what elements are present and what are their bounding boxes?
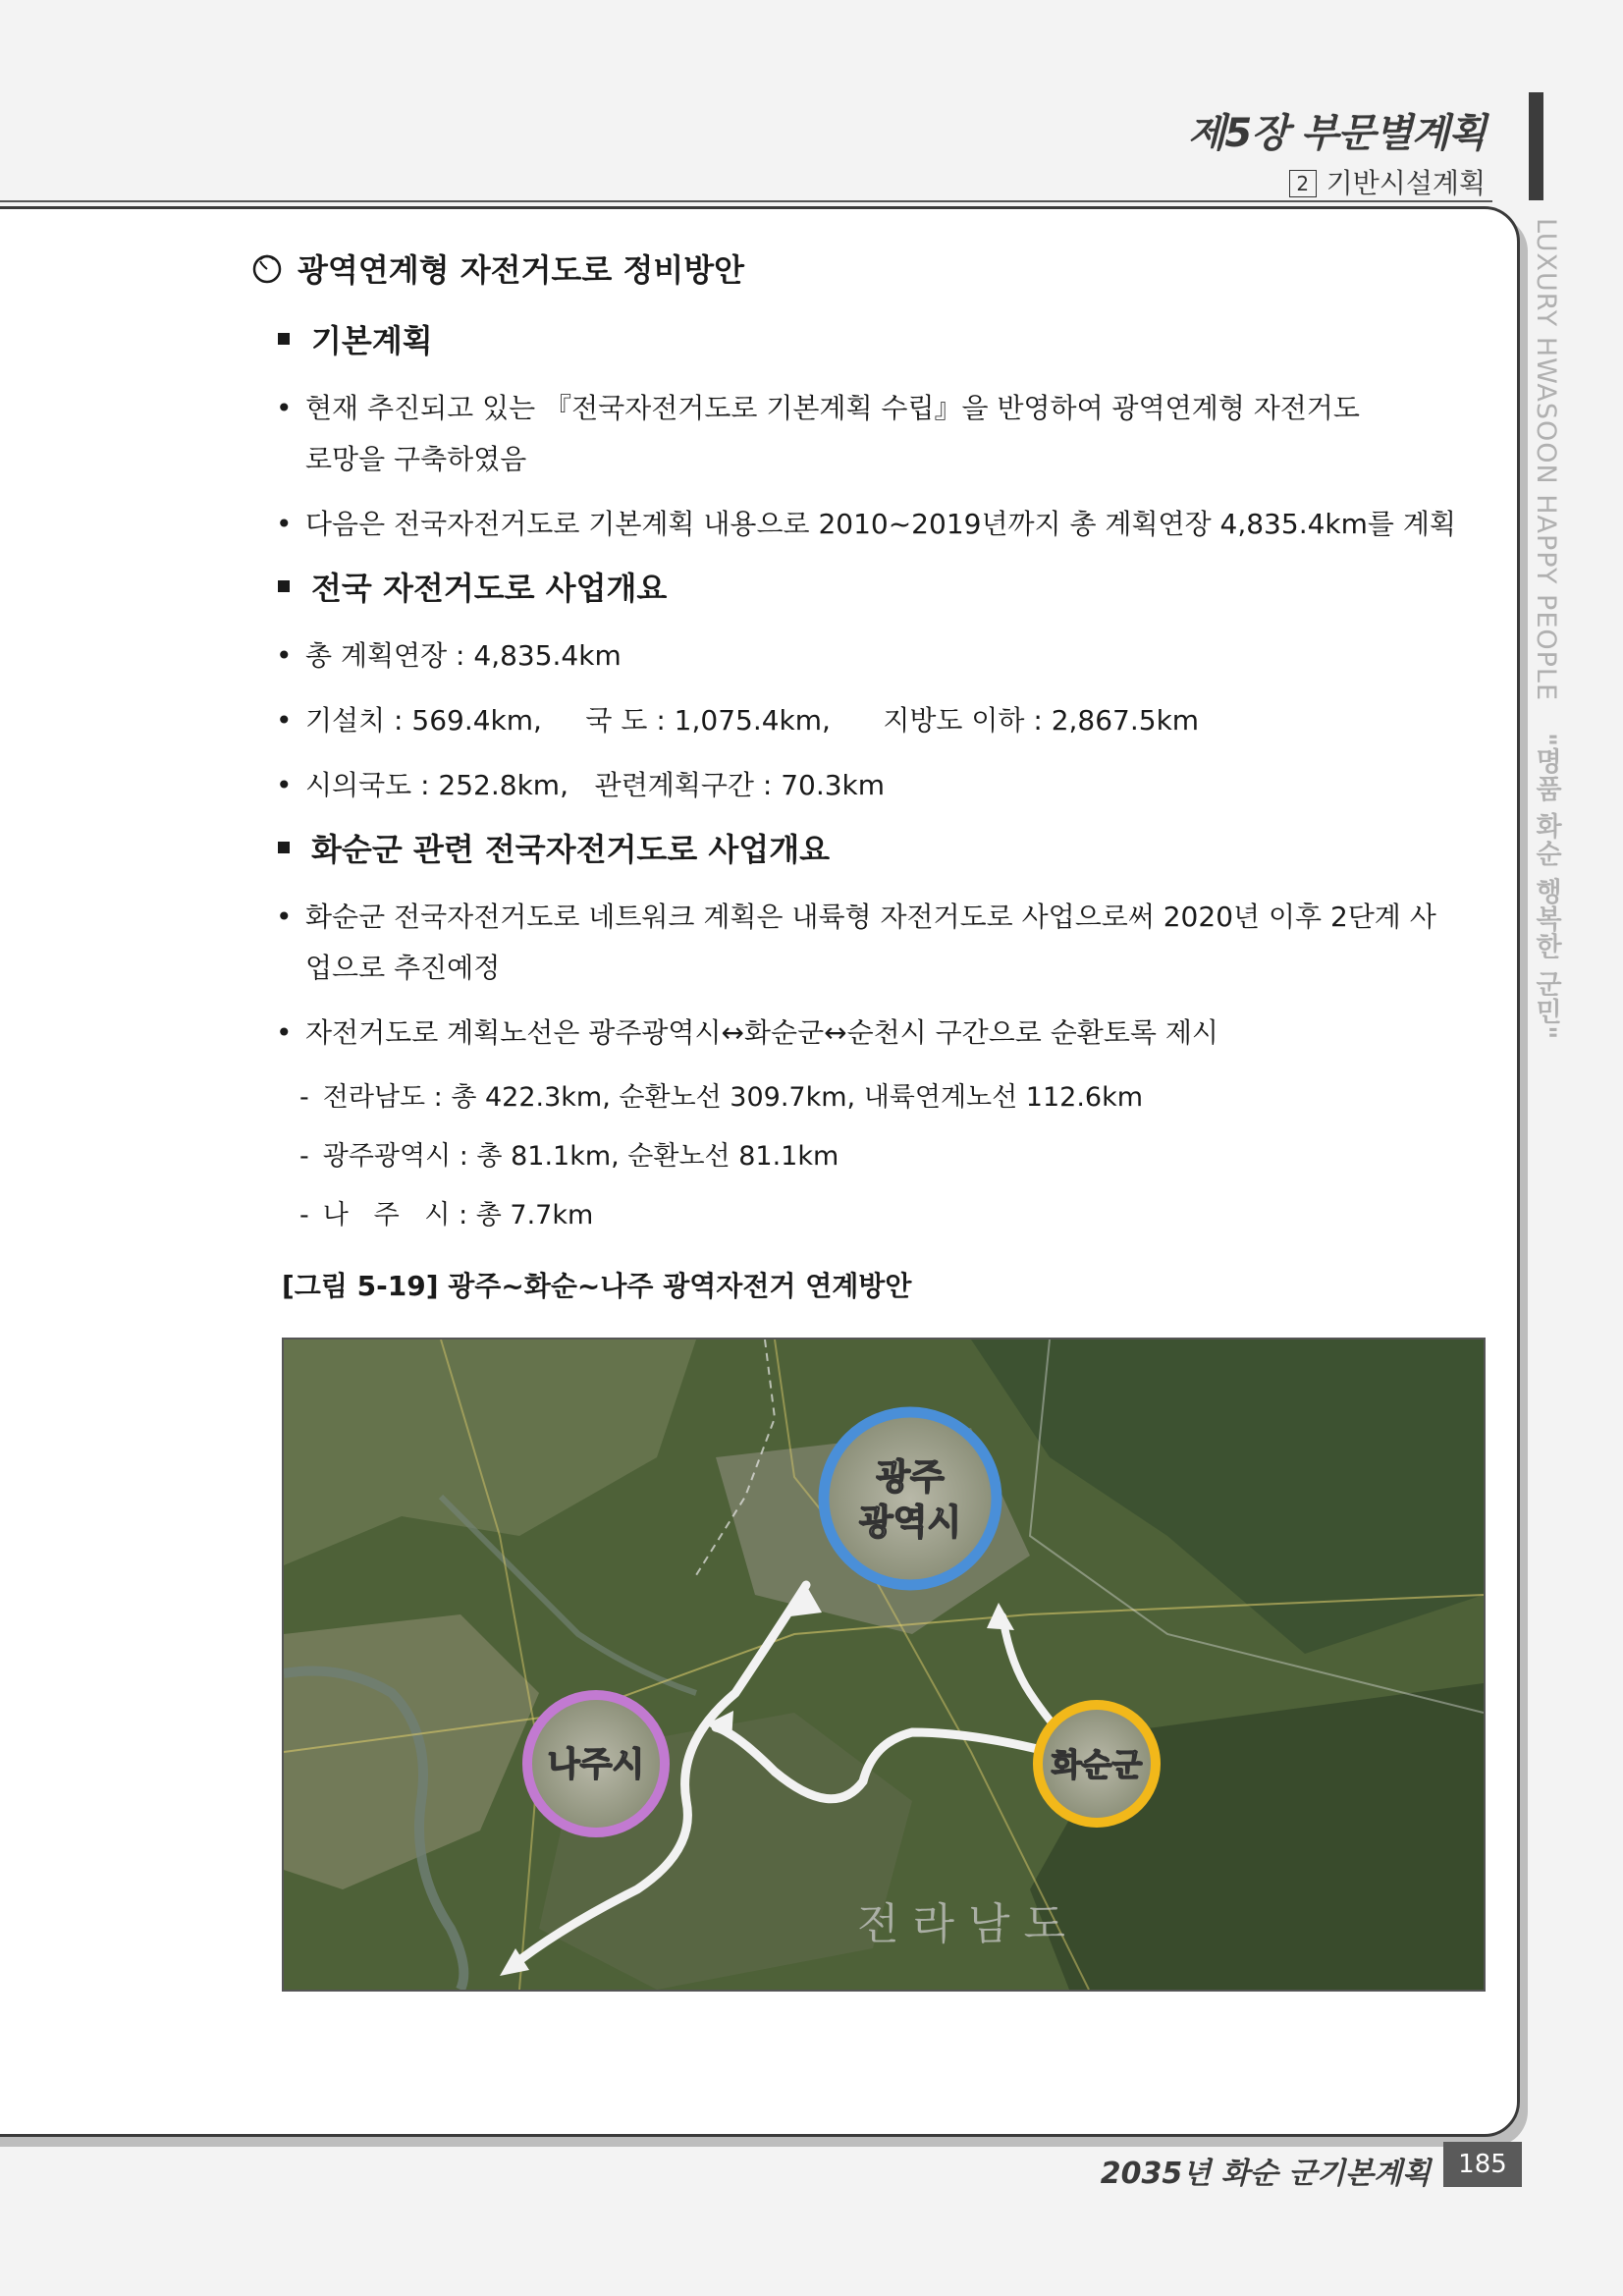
section-heading: 전국 자전거도로 사업개요: [278, 564, 1458, 609]
section-heading: 기본계획: [278, 316, 1458, 361]
figure-caption: [그림 5-19] 광주~화순~나주 광역자전거 연계방안: [282, 1270, 912, 1302]
side-slogan-en: LUXURY HWASOON HAPPY PEOPLE: [1531, 218, 1561, 702]
section-number: 2: [1289, 170, 1317, 197]
list-item: • 총 계획연장 : 4,835.4km: [250, 630, 1458, 682]
header-accent-bar: [1529, 92, 1543, 200]
section-name: 기반시설계획: [1325, 167, 1486, 199]
leaf-icon: [250, 251, 284, 285]
main-content: [250, 246, 1458, 1322]
section-heading: 화순군 관련 전국자전거도로 사업개요: [278, 825, 1458, 870]
list-item: • 다음은 전국자전거도로 기본계획 내용으로 2010~2019년까지 총 계획연장 4,835.4km를 계획: [250, 499, 1458, 550]
list-item: • 자전거도로 계획노선은 광주광역시↔화순군↔순천시 구간으로 순환토록 제시: [250, 1008, 1458, 1059]
sub-list-item: - 전라남도 : 총 422.3km, 순환노선 309.7km, 내륙연계노선 112.6km: [299, 1082, 1144, 1113]
page-number: 185: [1443, 2142, 1522, 2187]
side-slogan-ko: "명품 화순 행복한 군민": [1531, 732, 1561, 1040]
page-title: [250, 246, 1458, 291]
map-label-gwangju-2: 광역시: [858, 1503, 962, 1543]
header-rule: [0, 200, 1492, 202]
sub-list-item: - 나 주 시 : 총 7.7km: [299, 1200, 594, 1230]
footer-title: 2035년 화순 군기본계획: [1100, 2157, 1431, 2191]
chapter-title: 제5장 부문별계획: [1187, 111, 1486, 156]
sub-list-item: - 광주광역시 : 총 81.1km, 순환노선 81.1km: [299, 1141, 839, 1172]
square-bullet-icon: [278, 333, 290, 345]
list-item: • 기설치 : 569.4km, 국 도 : 1,075.4km, 지방도 이하 : 2,867.5km: [250, 695, 1458, 746]
gwangju-circle: [824, 1412, 997, 1585]
regional-map: [282, 1338, 1486, 1992]
list-item: • 현재 추진되고 있는 『전국자전거도로 기본계획 수립』을 반영하여 광역연계형 자전거도로망을 구축하였음: [250, 383, 1385, 485]
square-bullet-icon: [278, 580, 290, 592]
square-bullet-icon: [278, 842, 290, 853]
map-label-hwasun: 화순군: [1051, 1746, 1143, 1783]
list-item: • 시의국도 : 252.8km, 관련계획구간 : 70.3km: [250, 760, 1458, 811]
map-label-region: 전 라 남 도: [857, 1899, 1065, 1949]
list-item: • 화순군 전국자전거도로 네트워크 계획은 내륙형 자전거도로 사업으로써 2020년 이후 2단계 사업으로 추진예정: [250, 892, 1458, 994]
section-label: [1289, 162, 1486, 201]
map-label-gwangju-1: 광주: [876, 1457, 945, 1498]
satellite-map: [284, 1339, 1484, 1990]
map-label-naju: 나주시: [547, 1745, 645, 1784]
page-title-text: 광역연계형 자전거도로 정비방안: [298, 251, 745, 289]
side-slogan: [1527, 218, 1565, 1040]
